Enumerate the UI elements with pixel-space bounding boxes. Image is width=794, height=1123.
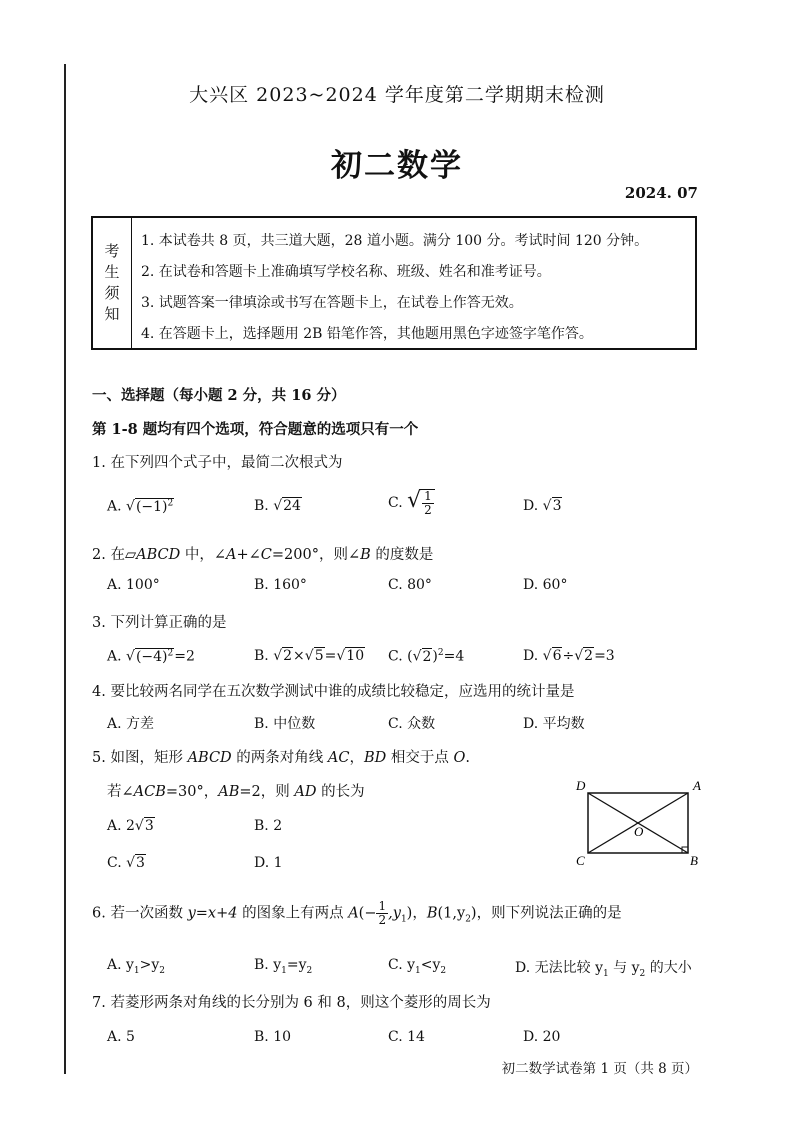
exam-date: 2024. 07 xyxy=(624,184,698,202)
radicand: 2 xyxy=(422,648,432,665)
q1-option-c: C. √ $\frac{1}{2}$ xyxy=(388,488,435,517)
exam-title: 大兴区 2023~2024 学年度第二学期期末检测 xyxy=(189,84,605,106)
stem-var: AC xyxy=(327,750,350,766)
q3-option-d: D. √6÷√2=3 xyxy=(523,648,615,664)
q2-option-d: D. 60° xyxy=(523,577,568,593)
option-text: ) xyxy=(432,648,438,665)
q6-option-d xyxy=(515,957,692,979)
stem-text: 的长为 xyxy=(316,784,365,800)
question-2-stem xyxy=(92,543,433,564)
option-text: <y xyxy=(420,957,441,973)
question-4-stem: 4. 要比较两名同学在五次数学测试中谁的成绩比较稳定，应选用的统计量是 xyxy=(92,684,575,700)
stem-var: ABCD xyxy=(136,547,181,563)
option-label: A. xyxy=(107,648,127,665)
exponent: 2 xyxy=(437,648,444,658)
operator: × xyxy=(293,648,305,664)
option-tail: =2 xyxy=(174,648,195,665)
center-label-o: O xyxy=(634,824,644,839)
q3-option-c: C. $(√2)^2=4$ xyxy=(388,648,465,665)
stem-var: B xyxy=(360,547,371,563)
q5-option-a: A. 2√3 xyxy=(107,818,154,834)
exponent: 2 xyxy=(167,648,174,658)
stem-text: =200°，则∠ xyxy=(271,547,361,563)
operator: = xyxy=(324,648,337,664)
fraction xyxy=(376,900,388,927)
q5-option-c: C. √3 xyxy=(107,855,145,871)
q1-option-d: D. √3 xyxy=(523,498,562,514)
option-label: D. xyxy=(523,498,543,514)
section-heading: 一、选择题（每小题 2 分，共 16 分） xyxy=(92,387,346,404)
radicand: 3 xyxy=(136,855,145,871)
stem-text: ， xyxy=(349,750,364,766)
q3-option-a: A. $√(-4)^2=2$ xyxy=(107,648,195,665)
option-text: C. y xyxy=(388,957,416,973)
page-footer: 初二数学试卷第 1 页（共 8 页） xyxy=(501,1061,698,1077)
fraction-numerator: 1 xyxy=(378,899,387,913)
stem-text: . xyxy=(465,750,470,766)
q6-option-a xyxy=(107,957,165,976)
fraction-denominator: 2 xyxy=(378,913,387,927)
subscript: 2 xyxy=(465,914,471,925)
vertex-label-b: B xyxy=(690,853,698,868)
radicand-text: (−1) xyxy=(135,498,168,515)
exponent: 2 xyxy=(167,498,174,508)
stem-text: +∠ xyxy=(236,547,261,563)
option-tail: =4 xyxy=(443,648,465,665)
stem-var: ABCD xyxy=(187,750,232,766)
radicand xyxy=(135,498,174,515)
stem-var: BD xyxy=(363,750,387,766)
stem-text: 5. 如图，矩形 xyxy=(92,750,188,766)
stem-text: )， xyxy=(406,905,427,922)
option-label: C. xyxy=(107,855,127,871)
option-text: 与 y xyxy=(608,960,640,976)
stem-text: 相交于点 xyxy=(386,750,454,766)
stem-text: 6. 若一次函数 xyxy=(92,905,188,922)
stem-text: (− xyxy=(358,905,377,922)
q6-option-b xyxy=(254,957,312,976)
option-text: D. 无法比较 y xyxy=(515,960,603,976)
stem-var: AD xyxy=(294,784,317,800)
subscript: 2 xyxy=(639,968,646,979)
q7-option-a: A. 5 xyxy=(107,1029,135,1045)
stem-text: 2. 在▱ xyxy=(92,547,137,563)
option-text: >y xyxy=(139,957,160,973)
q5-option-b: B. 2 xyxy=(254,818,283,834)
option-label: B. xyxy=(254,648,274,664)
q1-option-b: B. √24 xyxy=(254,498,301,514)
question-5-stem xyxy=(92,746,470,767)
subscript: 2 xyxy=(306,965,313,976)
question-3-stem: 3. 下列计算正确的是 xyxy=(92,615,227,631)
stem-text: 中，∠ xyxy=(180,547,226,563)
stem-text: 若∠ xyxy=(107,784,134,800)
stem-text: 的度数是 xyxy=(370,547,434,563)
section-instruction: 第 1-8 题均有四个选项，符合题意的选项只有一个 xyxy=(92,421,419,438)
q7-option-c: C. 14 xyxy=(388,1029,425,1045)
option-text: A. y xyxy=(107,957,134,973)
stem-var: AB xyxy=(218,784,240,800)
notice-label-char: 考 xyxy=(104,242,120,260)
q2-option-c: C. 80° xyxy=(388,577,432,593)
q4-option-b: B. 中位数 xyxy=(254,716,316,732)
rectangle-figure xyxy=(570,775,710,870)
q7-option-d: D. 20 xyxy=(523,1029,561,1045)
vertex-label-d: D xyxy=(576,778,586,793)
subscript: 1 xyxy=(603,968,609,979)
margin-rule xyxy=(64,64,66,1074)
notice-item: 4. 在答题卡上，选择题用 2B 铅笔作答，其他题用黑色字迹签字笔作答。 xyxy=(141,326,593,342)
vertex-label-a: A xyxy=(693,778,701,793)
q6-option-c xyxy=(388,957,446,976)
subscript: 2 xyxy=(440,965,447,976)
q4-option-c: C. 众数 xyxy=(388,716,436,732)
notice-item: 1. 本试卷共 8 页，共三道大题，28 道小题。满分 100 分。考试时间 120 分钟。 xyxy=(141,233,649,249)
vertex-label-c: C xyxy=(576,853,585,868)
stem-var: B xyxy=(426,905,438,922)
notice-label-char: 须 xyxy=(104,284,120,302)
stem-var: A xyxy=(348,905,359,922)
stem-text: (1,y xyxy=(437,905,466,922)
notice-item: 3. 试题答案一律填涂或书写在答题卡上，在试卷上作答无效。 xyxy=(141,295,523,311)
subscript: 1 xyxy=(415,965,421,976)
stem-var: ,y xyxy=(388,905,401,922)
radicand: 3 xyxy=(144,818,154,834)
option-label: C. xyxy=(388,495,408,511)
subscript: 1 xyxy=(400,914,407,925)
radicand: 3 xyxy=(552,498,562,514)
option-text: 的大小 xyxy=(645,960,692,976)
stem-var: A xyxy=(226,547,237,563)
q3-option-b: B. √2×√5=√10 xyxy=(254,648,365,664)
notice-label-char: 知 xyxy=(104,305,120,323)
question-5-condition xyxy=(107,780,365,801)
stem-text: )，则下列说法正确的是 xyxy=(470,905,622,922)
option-tail: =3 xyxy=(594,648,615,664)
q4-option-d: D. 平均数 xyxy=(523,716,585,732)
radicand: 5 xyxy=(314,648,324,664)
q7-option-b: B. 10 xyxy=(254,1029,292,1045)
option-label: A. 2 xyxy=(107,818,135,834)
question-1-stem: 1. 在下列四个式子中，最简二次根式为 xyxy=(92,455,343,471)
stem-var: ACB xyxy=(133,784,166,800)
q4-option-a: A. 方差 xyxy=(107,716,155,732)
subscript: 1 xyxy=(281,965,287,976)
radicand: 6 xyxy=(552,648,562,664)
question-7-stem: 7. 若菱形两条对角线的长分别为 6 和 8，则这个菱形的周长为 xyxy=(92,995,491,1011)
radicand: 10 xyxy=(346,648,365,664)
option-label: C. ( xyxy=(388,648,413,665)
stem-text: =30°， xyxy=(165,784,219,800)
q5-option-d: D. 1 xyxy=(254,855,283,871)
operator: ÷ xyxy=(562,648,575,664)
q1-option-a: A. $√(-1)^2$ xyxy=(107,498,174,515)
stem-text: =2，则 xyxy=(239,784,295,800)
option-label: A. xyxy=(107,498,127,515)
stem-text: 的图象上有两点 xyxy=(237,905,349,922)
stem-var: y=x+4 xyxy=(187,905,238,922)
stem-var: C xyxy=(260,547,272,563)
subscript: 2 xyxy=(159,965,166,976)
option-label: B. xyxy=(254,498,274,514)
option-text: =y xyxy=(286,957,307,973)
option-label: D. xyxy=(523,648,543,664)
option-text: B. y xyxy=(254,957,282,973)
q2-option-a: A. 100° xyxy=(107,577,160,593)
subject-title: 初二数学 xyxy=(331,148,463,184)
q2-option-b: B. 160° xyxy=(254,577,307,593)
question-6-stem xyxy=(92,900,622,927)
fraction-denominator: 2 xyxy=(424,503,432,517)
notice-item: 2. 在试卷和答题卡上准确填写学校名称、班级、姓名和准考证号。 xyxy=(141,264,551,280)
radicand: 2 xyxy=(283,648,293,664)
stem-text: 的两条对角线 xyxy=(231,750,328,766)
fraction xyxy=(421,489,435,517)
radicand: 24 xyxy=(283,498,301,514)
radicand xyxy=(135,648,174,665)
radicand-text: (−4) xyxy=(135,648,168,665)
stem-var: O xyxy=(453,750,466,766)
subscript: 1 xyxy=(133,965,140,976)
notice-box xyxy=(91,216,697,350)
radicand: 2 xyxy=(584,648,594,664)
notice-label xyxy=(93,218,132,348)
fraction-numerator: 1 xyxy=(424,489,432,503)
notice-label-char: 生 xyxy=(104,263,120,281)
